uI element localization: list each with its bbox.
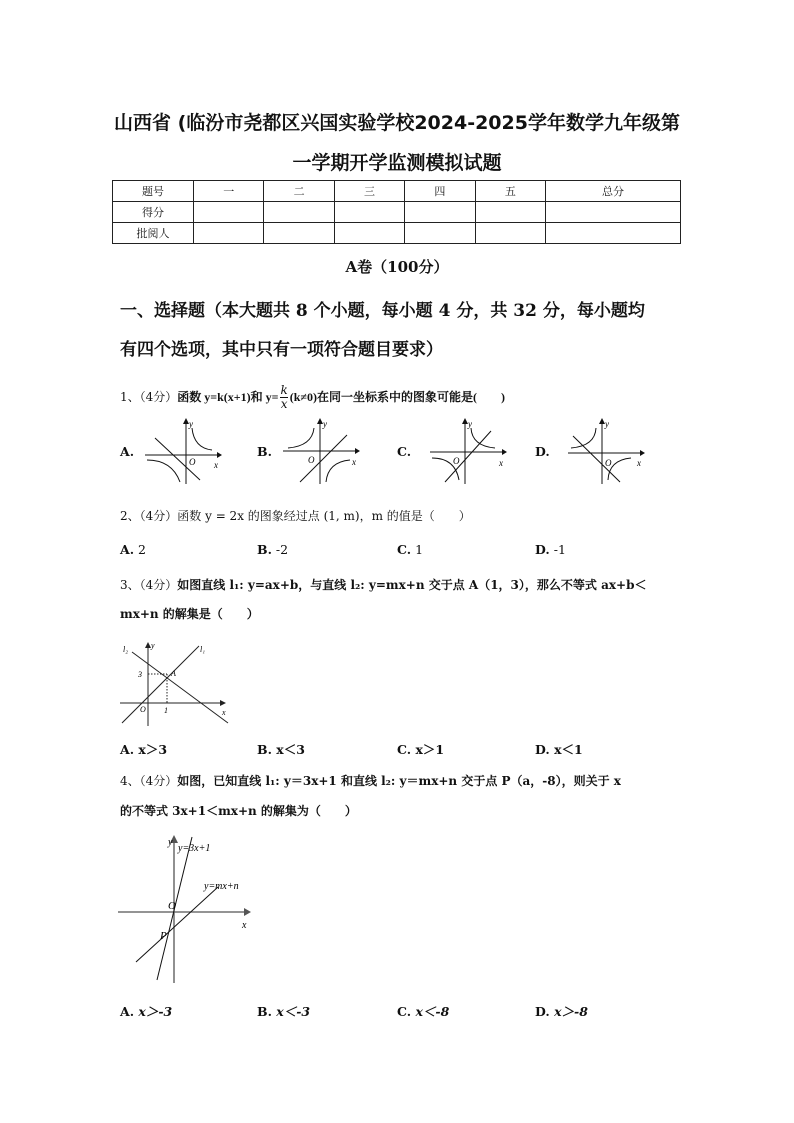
svg-text:y: y xyxy=(189,419,193,429)
svg-text:A: A xyxy=(171,669,176,678)
table-row xyxy=(113,202,681,223)
graph-option-a xyxy=(142,418,222,486)
table-cell: 三 xyxy=(334,181,404,202)
question-1: 1、（4分）函数 y=k(x+1)和 y= $\frac{k}{x}$ (k≠0)在同一坐标系中的图象可能是( ) xyxy=(120,383,506,411)
option-d[interactable]: D. xyxy=(535,444,550,459)
section-heading-line2: 有四个选项，其中只有一项符合题目要求） xyxy=(120,340,443,360)
svg-text:y=mx+n: y=mx+n xyxy=(204,881,239,892)
graph-option-b xyxy=(280,418,360,486)
option-d[interactable]: D. x＞-8 xyxy=(535,1004,588,1019)
option-c[interactable]: C. x＞1 xyxy=(397,742,445,757)
svg-text:y=3x+1: y=3x+1 xyxy=(178,843,211,854)
svg-text:x: x xyxy=(352,457,356,467)
table-cell: 五 xyxy=(475,181,545,202)
table-cell: 二 xyxy=(264,181,334,202)
svg-text:3: 3 xyxy=(138,670,142,679)
option-a[interactable]: A. x＞-3 xyxy=(120,1004,173,1019)
svg-text:O: O xyxy=(168,900,176,912)
svg-text:P: P xyxy=(160,930,167,942)
svg-text:1: 1 xyxy=(164,706,168,715)
table-cell: 一 xyxy=(194,181,264,202)
svg-text:l₁: l₁ xyxy=(200,645,206,654)
question-3-figure xyxy=(118,640,226,728)
option-b[interactable]: B. -2 xyxy=(257,542,289,557)
table-cell: 总分 xyxy=(546,181,681,202)
table-cell: 得分 xyxy=(113,202,194,223)
option-c[interactable]: C. x＜-8 xyxy=(397,1004,450,1019)
svg-text:y: y xyxy=(151,641,155,650)
score-table xyxy=(112,180,681,244)
svg-text:y: y xyxy=(468,419,472,429)
svg-text:O: O xyxy=(453,456,460,466)
svg-text:x: x xyxy=(222,708,226,717)
question-4-figure xyxy=(118,835,253,985)
section-heading-line1: 一、选择题（本大题共 8 个小题，每小题 4 分，共 32 分，每小题均 xyxy=(120,301,645,321)
table-cell: 四 xyxy=(405,181,475,202)
svg-text:y: y xyxy=(168,837,173,848)
graph-option-d xyxy=(565,418,645,486)
svg-text:x: x xyxy=(214,460,218,470)
svg-text:O: O xyxy=(308,455,315,465)
question-4-line2: 的不等式 3x+1＜mx+n 的解集为（ ） xyxy=(120,804,357,818)
option-d[interactable]: D. -1 xyxy=(535,542,566,557)
option-b[interactable]: B. x＜3 xyxy=(257,742,305,757)
table-cell: 题号 xyxy=(113,181,194,202)
svg-text:y: y xyxy=(323,419,327,429)
title-line1: 山西省 (临汾市尧都区兴国实验学校2024-2025学年数学九年级第 xyxy=(114,112,680,134)
svg-text:O: O xyxy=(140,705,146,714)
table-cell: 批阅人 xyxy=(113,223,194,244)
svg-text:O: O xyxy=(605,458,612,468)
option-a[interactable]: A. x＞3 xyxy=(120,742,168,757)
option-d[interactable]: D. x＜1 xyxy=(535,742,583,757)
option-c[interactable]: C. xyxy=(397,444,412,459)
graph-option-c xyxy=(427,418,507,486)
title-line2: 一学期开学监测模拟试题 xyxy=(292,152,502,174)
part-a-heading: A卷（100分） xyxy=(345,258,449,276)
svg-text:x: x xyxy=(499,458,503,468)
option-a[interactable]: A. 2 xyxy=(120,542,146,557)
table-row xyxy=(113,181,681,202)
svg-text:l₂: l₂ xyxy=(123,645,129,654)
option-b[interactable]: B. x＜-3 xyxy=(257,1004,311,1019)
question-3-line1: 3、（4分）如图直线 l₁: y=ax+b，与直线 l₂: y=mx+n 交于点 A（1，3），那么不等式 ax+b＜ xyxy=(120,578,647,592)
table-row xyxy=(113,223,681,244)
question-2: 2、（4分）函数 y = 2x 的图象经过点 (1, m)，m 的值是（ ） xyxy=(120,509,471,523)
option-a[interactable]: A. xyxy=(120,444,135,459)
svg-text:x: x xyxy=(242,920,247,931)
svg-text:x: x xyxy=(637,458,641,468)
question-4-line1: 4、（4分）如图，已知直线 l₁: y＝3x+1 和直线 l₂: y＝mx+n 交于点 P（a，-8），则关于 x xyxy=(120,774,621,788)
option-c[interactable]: C. 1 xyxy=(397,542,424,557)
option-b[interactable]: B. xyxy=(257,444,272,459)
question-3-line2: mx+n 的解集是（ ） xyxy=(120,607,259,621)
svg-text:O: O xyxy=(189,457,196,467)
svg-text:y: y xyxy=(605,419,609,429)
